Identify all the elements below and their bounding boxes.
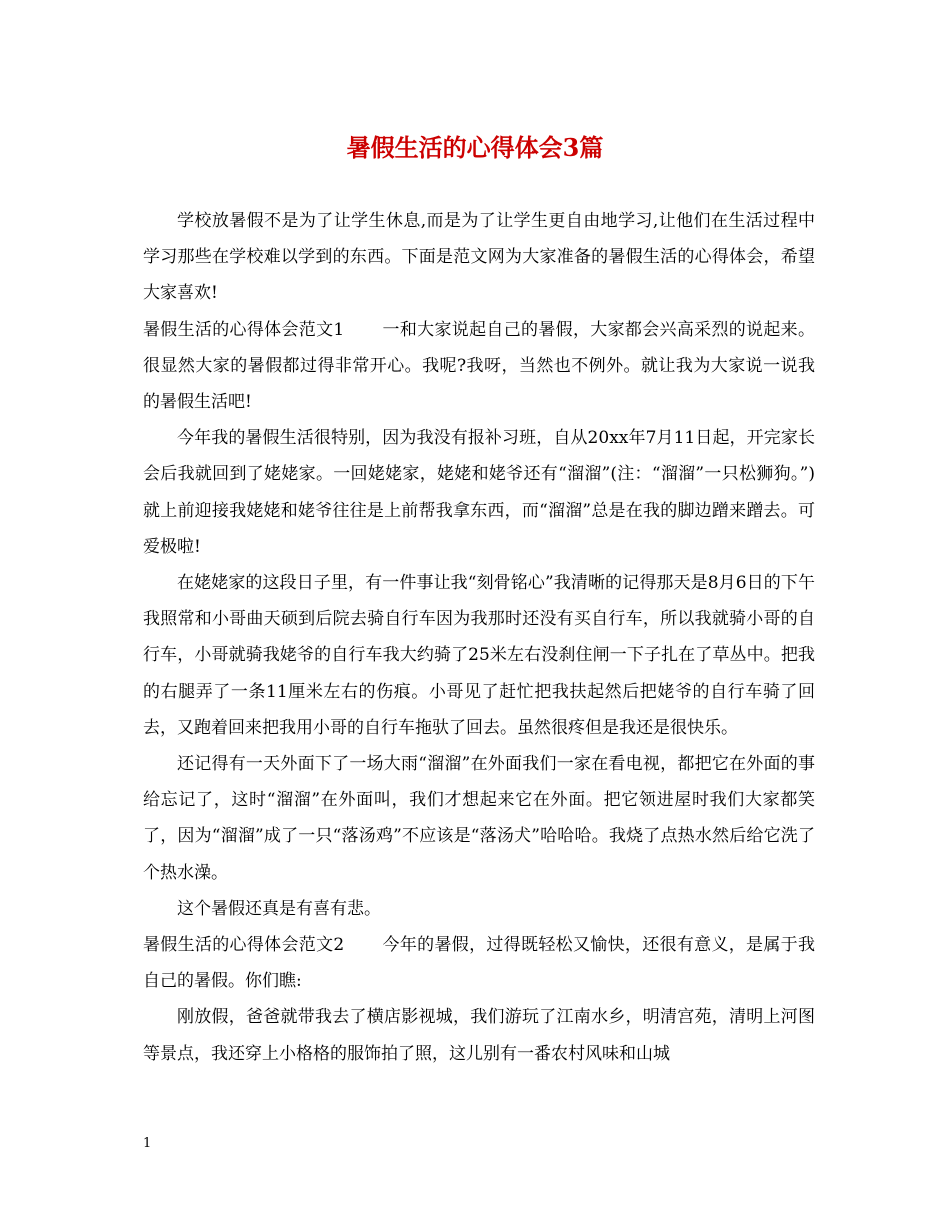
section-2-lead-text: 今年的暑假，过得既轻松又愉快，还很有意义，是属于我自己的暑假。你们瞧: (143, 935, 815, 992)
body-paragraph-rain: 还记得有一天外面下了一场大雨“溜溜”在外面我们一家在看电视，都把它在外面的事给忘记了，这时“溜溜”在外面叫，我们才想起来它在外面。把它领进屋时我们大家都笑了，因为“溜溜”成了一只“落汤鸡”不应该是“落汤犬”哈哈哈。我烧了点热水然后给它洗了个热水澡。 (143, 754, 815, 883)
body-paragraph-hengdian: 刚放假，爸爸就带我去了横店影视城，我们游玩了江南水乡，明清宫苑，清明上河图等景点，我还穿上小格格的服饰拍了照，这儿别有一番农村风味和山城 (143, 1007, 815, 1064)
section-heading-2: 暑假生活的心得体会范文2 (143, 935, 345, 956)
page-number: 1 (143, 1136, 152, 1151)
intro-paragraph: 学校放暑假不是为了让学生休息,而是为了让学生更自由地学习,让他们在生活过程中学习那些在学校难以学到的东西。下面是范文网为大家准备的暑假生活的心得体会，希望大家喜欢! (143, 211, 815, 304)
document-body (143, 203, 815, 1072)
body-paragraph-conclusion: 这个暑假还真是有喜有悲。 (177, 898, 381, 919)
section-1-paragraph (143, 312, 815, 421)
document-title: 暑假生活的心得体会3篇 (346, 133, 604, 162)
section-1-lead-text: 一和大家说起自己的暑假，大家都会兴高采烈的说起来。很显然大家的暑假都过得非常开心。我呢?我呀，当然也不例外。就让我为大家说一说我的暑假生活吧! (143, 319, 815, 413)
section-heading-1: 暑假生活的心得体会范文1 (143, 319, 345, 340)
section-2-paragraph (143, 927, 815, 999)
body-paragraph-bike: 在姥姥家的这段日子里，有一件事让我“刻骨铭心”我清晰的记得那天是8月6日的下午我照常和小哥曲天硕到后院去骑自行车因为我那时还没有买自行车，所以我就骑小哥的自行车，小哥就骑我姥爷的自行车我大约骑了25米左右没刹住闸一下子扎在了草丛中。把我的右腿弄了一条11厘米左右的伤痕。小哥见了赶忙把我扶起然后把姥爷的自行车骑了回去，又跑着回来把我用小哥的自行车拖驮了回去。虽然很疼但是我还是很快乐。 (143, 573, 815, 738)
body-paragraph-summer: 今年我的暑假生活很特别，因为我没有报补习班，自从20xx年7月11日起，开完家长会后我就回到了姥姥家。一回姥姥家，姥姥和姥爷还有“溜溜”(注：“溜溜”一只松狮狗。”)就上前迎接我姥姥和姥爷往往是上前帮我拿东西，而“溜溜”总是在我的脚边蹭来蹭去。可爱极啦! (143, 428, 815, 557)
